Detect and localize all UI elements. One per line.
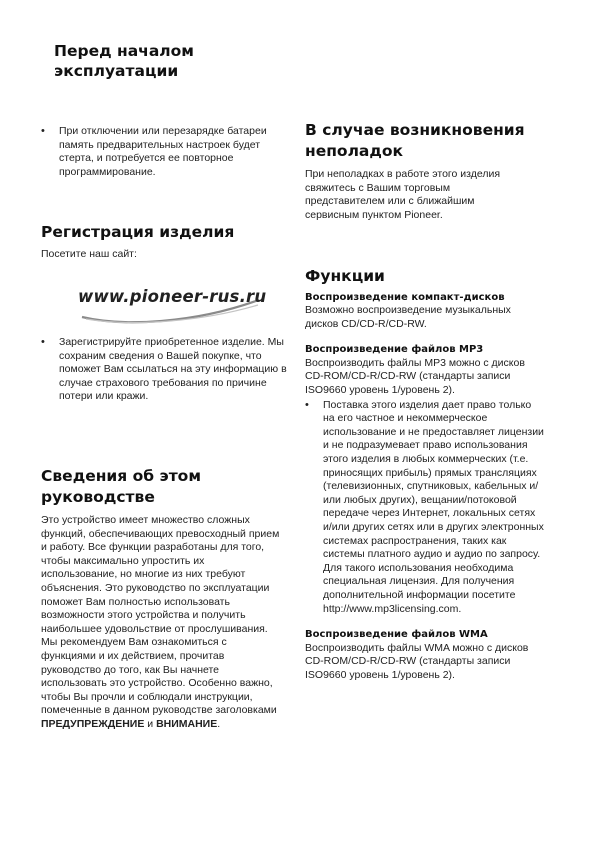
manual-para-2 <box>41 636 281 731</box>
functions-heading: Функции <box>305 267 385 285</box>
and-word: и <box>144 717 157 730</box>
mp3-playback-title: Воспроизведение файлов MP3 <box>305 344 484 356</box>
functions-section <box>305 266 545 683</box>
warning-word: ПРЕДУПРЕЖДЕНИЕ <box>41 717 145 730</box>
logo-text: www.pioneer-rus.ru <box>78 287 267 306</box>
manual-para-1: Это устройство имеет множество сложных функций, обеспечивающих превосходный прием и работу. Все функции разработаны для того, чтобы максимально упростить их использование, но многие из них требуют объяснения. Это руководство по эксплуатации поможет Вам полностью использовать возможности этого устройства и получить наибольшее удовольствие от прослушивания. <box>41 514 280 635</box>
wma-playback-title: Воспроизведение файлов WMA <box>305 629 488 641</box>
cd-playback-title: Воспроизведение компакт-дисков <box>305 291 505 303</box>
battery-bullet-text: • При отключении или перезарядке батареи память предварительных настроек будет стерта, и потребуется ее повторное программирование. <box>41 125 287 179</box>
manual-para-2-text: Мы рекомендуем Вам ознакомиться с функциями и их действием, прочитав руководство до того, как Вы начнете использовать это устройство. Особенно важно, чтобы Вы прочли и соблюдали инструкции, помеченные в данном руководстве заголовками <box>41 636 277 717</box>
battery-bullet <box>41 125 286 179</box>
trouble-heading: В случае возникновения неполадок <box>305 121 525 160</box>
registration-bullet <box>41 336 286 404</box>
wma-playback-text: Воспроизводить файлы WMA можно с дисков CD-ROM/CD-R/CD-RW (стандарты записи ISO9660 уровень 1/уровень 2). <box>305 641 529 681</box>
manual-section <box>41 466 281 732</box>
registration-heading: Регистрация изделия <box>41 223 235 241</box>
end-dot: . <box>217 717 221 730</box>
trouble-text: При неполадках в работе этого изделия свяжитесь с Вашим торговым представителем или с ближайшим сервисным пунктом Pioneer. <box>305 168 501 221</box>
manual-heading: Сведения об этом руководстве <box>41 467 202 506</box>
cd-playback-text: Возможно воспроизведение музыкальных дисков CD/CD-R/CD-RW. <box>305 304 511 330</box>
pioneer-site-logo <box>74 283 267 325</box>
visit-site-text: Посетите наш сайт: <box>41 247 137 260</box>
registration-bullet-text: • Зарегистрируйте приобретенное изделие. Мы сохраним сведения о Вашей покупке, что поможет Вам ссылаться на эту информацию в случае страхового требования по причине потери или кражи. <box>41 336 287 404</box>
page-title: Перед началом эксплуатации <box>54 42 194 80</box>
registration-section <box>41 222 286 261</box>
mp3-playback-text: Воспроизводить файлы MP3 можно с дисков CD-ROM/CD-R/CD-RW (стандарты записи ISO9660 уровень 1/уровень 2). <box>305 356 525 397</box>
mp3-license-bullet: • Поставка этого изделия дает право только на его частное и некоммерческое использование и не предоставляет лицензии и не подразумевает право использования этого изделия в любых коммерческих (т.е. приносящих прибыль) прямых трансляциях (телевизионных, спутниковых, кабельных и/или любых других), вещании/потоковой передаче через Интернет, локальных сетях и/или других сетях или в других электронных системах распространения, таких как системы платного аудио и аудио по запросу. Для такого использования необходима специальная лицензия. Для получения дополнительной информации посетите http://www.mp3licensing.com. <box>305 399 545 617</box>
trouble-section <box>305 120 545 222</box>
caution-word: ВНИМАНИЕ <box>156 717 218 730</box>
